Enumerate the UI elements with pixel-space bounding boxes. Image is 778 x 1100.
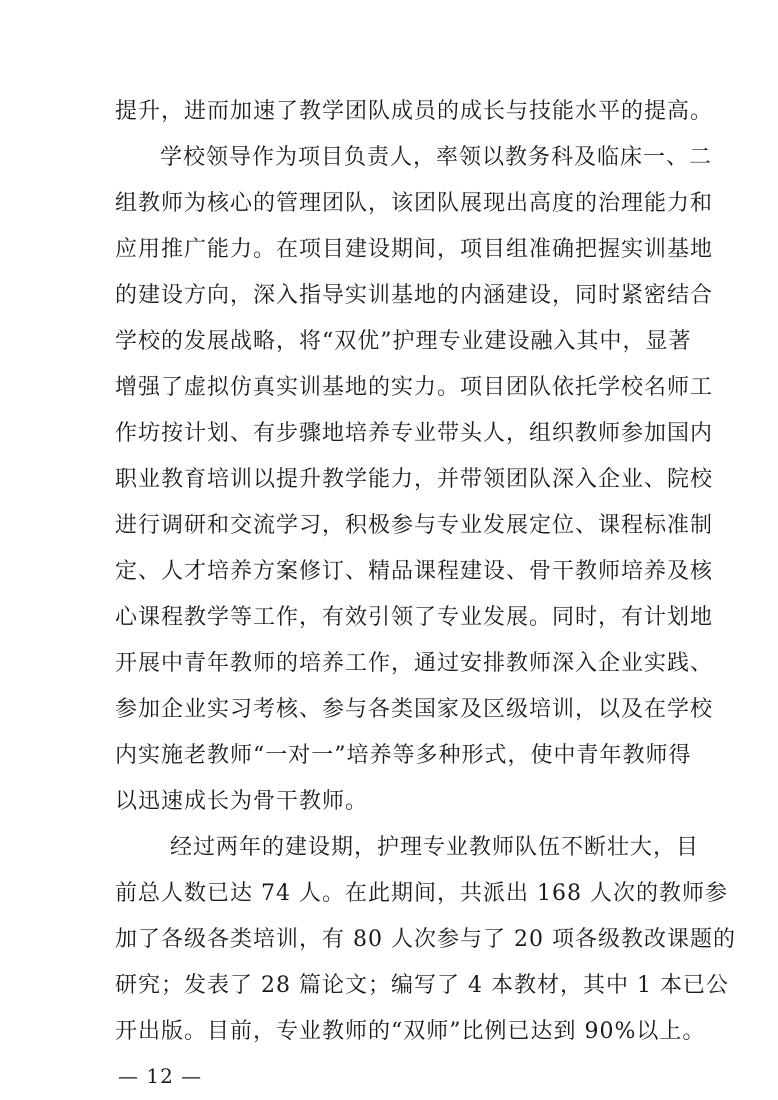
paragraph-line: 心课程教学等工作，有效引领了专业发展。同时，有计划地 <box>115 605 714 630</box>
paragraph-line: 以迅速成长为骨干教师。 <box>115 789 369 814</box>
paragraph-line: 内实施老教师“一对一”培养等多种形式，使中青年教师得 <box>115 743 692 768</box>
page-number: — 12 — <box>118 1064 203 1088</box>
paragraph-line: 研究；发表了 28 篇论文；编写了 4 本教材，其中 1 本已公 <box>115 973 729 998</box>
paragraph-line: 加了各级各类培训，有 80 人次参与了 20 项各级教改课题的 <box>115 927 736 952</box>
paragraph-line: 增强了虚拟仿真实训基地的实力。项目团队依托学校名师工 <box>115 375 714 400</box>
paragraph-line: 学校的发展战略，将“双优”护理专业建设融入其中，显著 <box>115 329 692 354</box>
paragraph-line: 开出版。目前，专业教师的“双师”比例已达到 90%以上。 <box>115 1019 706 1044</box>
paragraph-line: 定、人才培养方案修订、精品课程建设、骨干教师培养及核 <box>115 559 714 584</box>
paragraph-line: 参加企业实习考核、参与各类国家及区级培训，以及在学校 <box>115 697 714 722</box>
paragraph-line: 前总人数已达 74 人。在此期间，共派出 168 人次的教师参 <box>115 881 728 906</box>
paragraph-line: 职业教育培训以提升教学能力，并带领团队深入企业、院校 <box>115 467 714 492</box>
paragraph-line: 的建设方向，深入指导实训基地的内涵建设，同时紧密结合 <box>115 283 714 308</box>
paragraph-line: 学校领导作为项目负责人，率领以教务科及临床一、二 <box>160 145 713 170</box>
paragraph-line: 提升，进而加速了教学团队成员的成长与技能水平的提高。 <box>115 99 714 124</box>
paragraph-line: 作坊按计划、有步骤地培养专业带头人，组织教师参加国内 <box>115 421 714 446</box>
paragraph-line: 开展中青年教师的培养工作，通过安排教师深入企业实践、 <box>115 651 714 676</box>
paragraph-line: 应用推广能力。在项目建设期间，项目组准确把握实训基地 <box>115 237 714 262</box>
paragraph-line: 组教师为核心的管理团队，该团队展现出高度的治理能力和 <box>115 191 714 216</box>
paragraph-line: 进行调研和交流学习，积极参与专业发展定位、课程标准制 <box>115 513 714 538</box>
paragraph-line: 经过两年的建设期，护理专业教师队伍不断壮大，目 <box>170 835 700 860</box>
